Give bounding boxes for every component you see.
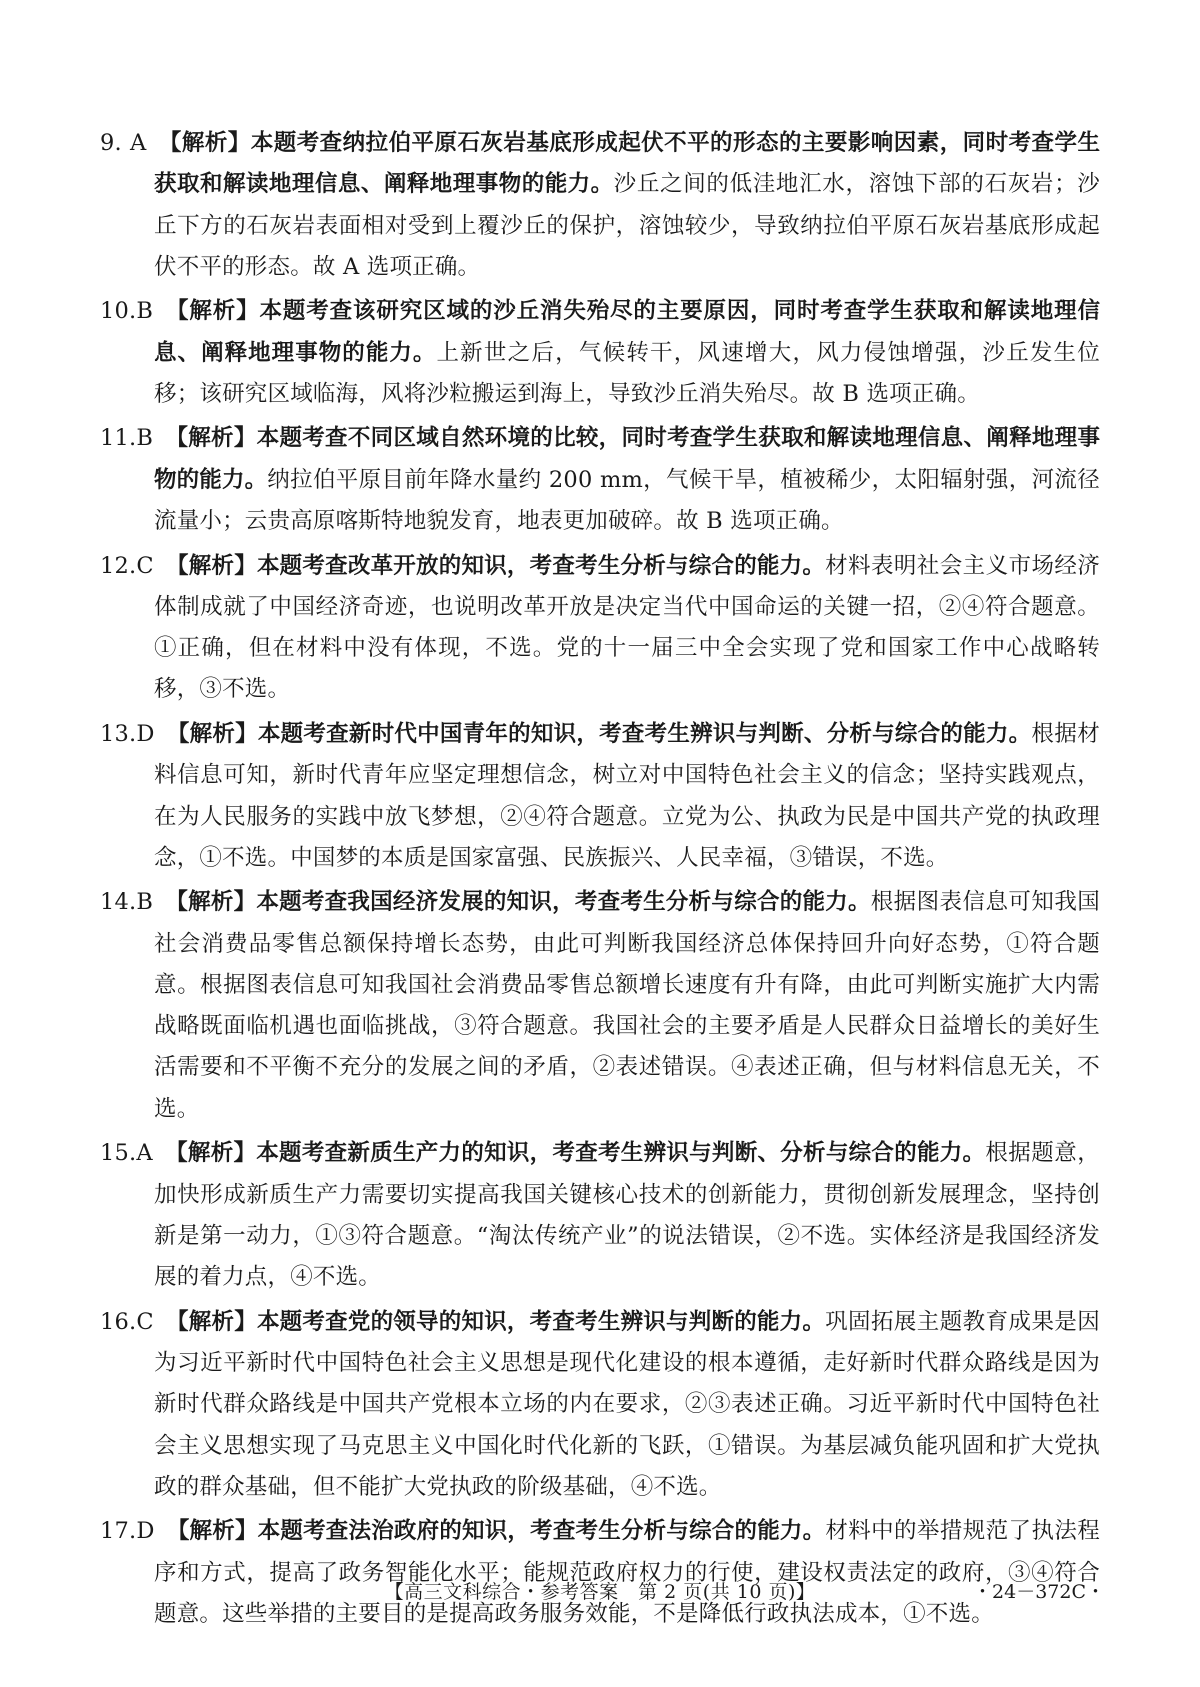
item-answer: D xyxy=(136,720,155,747)
analysis-body: 材料表明社会主义市场经济体制成就了中国经济奇迹，也说明改革开放是决定当代中国命运的关键一招，②④符合题意。①正确，但在材料中没有体现，不选。党的十一届三中全会实现了党和国家工作中心战略转移，③不选。 xyxy=(154,552,1100,703)
item-answer: B xyxy=(136,425,154,452)
analysis-lead: 本题考查纳拉伯平原石灰岩基底形成起伏不平的形态的主要影响因素，同时考查学生获取和解读地理信息、阐释地理事物的能力。 xyxy=(154,130,1100,198)
answer-item-14 xyxy=(100,882,1100,1130)
answer-item-10 xyxy=(100,291,1100,415)
answer-item-9 xyxy=(100,123,1100,288)
footer-doc-code: ・24－372C・ xyxy=(973,1581,1105,1603)
item-number: 13. xyxy=(100,720,137,747)
item-number: 9. xyxy=(100,130,122,156)
analysis-tag: 【解析】 xyxy=(165,552,257,579)
item-number: 17. xyxy=(100,1518,137,1545)
analysis-lead: 本题考查改革开放的知识，考查考生分析与综合的能力。 xyxy=(256,552,826,579)
answer-item-16 xyxy=(100,1302,1100,1508)
item-number: 15. xyxy=(100,1140,137,1167)
item-answer: A xyxy=(130,130,147,156)
footer-page-info: 【高三文科综合・参考答案 第 2 页(共 10 页)】 xyxy=(384,1581,816,1603)
item-answer: C xyxy=(136,1308,154,1335)
answer-list xyxy=(100,123,1100,1638)
analysis-body: 沙丘之间的低洼地汇水，溶蚀下部的石灰岩；沙丘下方的石灰岩表面相对受到上覆沙丘的保护，溶蚀较少，导致纳拉伯平原石灰岩基底形成起伏不平的形态。故 A 选项正确。 xyxy=(154,171,1100,280)
answer-item-12 xyxy=(100,546,1100,711)
page-footer xyxy=(0,1577,1200,1607)
analysis-tag: 【解析】 xyxy=(164,1140,257,1167)
answer-item-11 xyxy=(100,418,1100,542)
analysis-lead: 本题考查不同区域自然环境的比较，同时考查学生获取和解读地理信息、阐释地理事物的能力。 xyxy=(154,425,1100,493)
analysis-tag: 【解析】 xyxy=(165,1308,257,1335)
analysis-body: 根据题意，加快形成新质生产力需要切实提高我国关键核心技术的创新能力，贯彻创新发展理念，坚持创新是第一动力，①③符合题意。“淘汰传统产业”的说法错误，②不选。实体经济是我国经济发展的着力点，④不选。 xyxy=(154,1140,1100,1291)
analysis-body: 纳拉伯平原目前年降水量约 200 mm，气候干旱，植被稀少，太阳辐射强，河流径流量小；云贵高原喀斯特地貌发育，地表更加破碎。故 B 选项正确。 xyxy=(154,466,1100,535)
analysis-tag: 【解析】 xyxy=(165,425,257,452)
analysis-lead: 本题考查新质生产力的知识，考查考生辨识与判断、分析与综合的能力。 xyxy=(256,1140,986,1167)
analysis-lead: 本题考查新时代中国青年的知识，考查考生辨识与判断、分析与综合的能力。 xyxy=(257,720,1032,747)
analysis-tag: 【解析】 xyxy=(158,130,251,156)
analysis-lead: 本题考查我国经济发展的知识，考查考生分析与综合的能力。 xyxy=(256,889,871,916)
answer-item-15 xyxy=(100,1133,1100,1298)
analysis-body: 巩固拓展主题教育成果是因为习近平新时代中国特色社会主义思想是现代化建设的根本遵循，走好新时代群众路线是因为新时代群众路线是中国共产党根本立场的内在要求，②③表述正确。习近平新时代中国特色社会主义思想实现了马克思主义中国化时代化新的飞跃，①错误。为基层减负能巩固和扩大党执政的群众基础，但不能扩大党执政的阶级基础，④不选。 xyxy=(154,1308,1100,1500)
item-answer: A xyxy=(136,1140,153,1167)
analysis-body: 根据材料信息可知，新时代青年应坚定理想信念，树立对中国特色社会主义的信念；坚持实践观点，在为人民服务的实践中放飞梦想，②④符合题意。立党为公、执政为民是中国共产党的执政理念，①不选。中国梦的本质是国家富强、民族振兴、人民幸福，③错误，不选。 xyxy=(154,720,1100,871)
analysis-tag: 【解析】 xyxy=(166,720,258,747)
item-number: 11. xyxy=(100,425,137,452)
item-answer: C xyxy=(136,552,154,579)
analysis-lead: 本题考查党的领导的知识，考查考生辨识与判断的能力。 xyxy=(256,1308,826,1335)
item-answer: B xyxy=(136,298,154,325)
analysis-lead: 本题考查法治政府的知识，考查考生分析与综合的能力。 xyxy=(257,1518,826,1545)
answer-item-17 xyxy=(100,1511,1100,1635)
item-number: 12. xyxy=(100,552,137,579)
analysis-tag: 【解析】 xyxy=(166,1518,258,1545)
analysis-body: 上新世之后，气候转干，风速增大，风力侵蚀增强，沙丘发生位移；该研究区域临海，风将沙粒搬运到海上，导致沙丘消失殆尽。故 B 选项正确。 xyxy=(154,339,1100,407)
analysis-body: 根据图表信息可知我国社会消费品零售总额保持增长态势，由此可判断我国经济总体保持回升向好态势，①符合题意。根据图表信息可知我国社会消费品零售总额增长速度有升有降，由此可判断实施扩大内需战略既面临机遇也面临挑战，③符合题意。我国社会的主要矛盾是人民群众日益增长的美好生活需要和不平衡不充分的发展之间的矛盾，②表述错误。④表述正确，但与材料信息无关，不选。 xyxy=(154,889,1100,1122)
item-number: 14. xyxy=(100,889,137,916)
analysis-tag: 【解析】 xyxy=(165,298,260,325)
item-answer: B xyxy=(136,889,154,916)
item-answer: D xyxy=(136,1518,155,1545)
analysis-tag: 【解析】 xyxy=(165,889,257,916)
item-number: 16. xyxy=(100,1308,137,1335)
item-number: 10. xyxy=(100,298,137,325)
answer-item-13 xyxy=(100,714,1100,879)
analysis-body: 材料中的举措规范了执法程序和方式，提高了政务智能化水平；能规范政府权力的行使，建设权责法定的政府，③④符合题意。这些举措的主要目的是提高政务服务效能，不是降低行政执法成本，①不选。 xyxy=(154,1518,1100,1627)
analysis-lead: 本题考查该研究区域的沙丘消失殆尽的主要原因，同时考查学生获取和解读地理信息、阐释地理事物的能力。 xyxy=(154,298,1100,366)
